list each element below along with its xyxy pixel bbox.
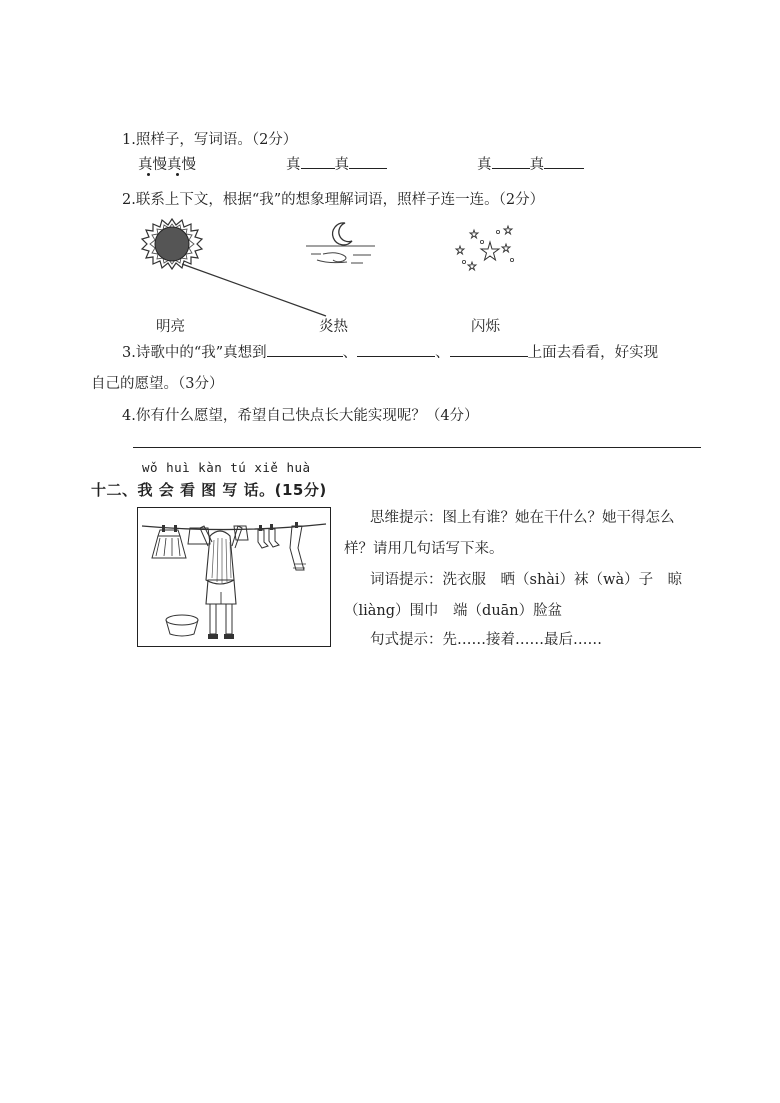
section12-pinyin: wǒ huì kàn tú xiě huà (142, 460, 311, 475)
hint-words-line1: 词语提示：洗衣服 晒（shài）袜（wà）子 晾 (370, 572, 683, 588)
q2-word-bright: 明亮 (156, 319, 185, 335)
q1-item1-char-b: 真 (334, 157, 349, 173)
hint-words-line2: （liàng）围巾 端（duān）脸盆 (344, 603, 563, 619)
q4-answer-line[interactable] (133, 447, 701, 448)
answer-blank[interactable] (357, 342, 435, 357)
section12-title: 十二、我 会 看 图 写 话。(15分) (91, 481, 327, 499)
q2-word-twinkle: 闪烁 (471, 319, 500, 335)
laundry-picture (137, 507, 331, 647)
q3-separator: 、 (342, 345, 358, 361)
stars-icon (452, 222, 516, 272)
q1-item2-char-b: 真 (529, 157, 544, 173)
q3-text-start: 3.诗歌中的“我”真想到 (122, 345, 267, 361)
q1-prompt: 1.照样子，写词语。（2分） (122, 132, 298, 148)
answer-blank[interactable] (544, 154, 584, 169)
q3-text-end: 上面去看看，好实现 (527, 345, 659, 361)
answer-blank[interactable] (267, 342, 343, 357)
emphasis-dot (147, 173, 150, 176)
hint-sentence-pattern: 句式提示：先……接着……最后…… (370, 632, 602, 648)
q2-prompt: 2.联系上下文，根据“我”的想象理解词语，照样子连一连。（2分） (122, 192, 545, 208)
emphasis-dot (176, 173, 179, 176)
answer-blank[interactable] (349, 154, 387, 169)
q2-word-hot: 炎热 (319, 319, 348, 335)
q1-example: 真慢真慢 (138, 157, 196, 173)
q3-separator: 、 (435, 345, 450, 361)
answer-blank[interactable] (301, 154, 335, 169)
q3-line2: 自己的愿望。（3分） (91, 376, 224, 392)
example-connection-line (180, 262, 330, 320)
hint-thinking-line1: 思维提示：图上有谁？她在干什么？她干得怎么 (370, 510, 675, 526)
q1-item1-char-a: 真 (286, 157, 301, 173)
hint-thinking-line2: 样？请用几句话写下来。 (344, 541, 504, 557)
answer-blank[interactable] (450, 342, 528, 357)
q3-line1 (122, 341, 658, 362)
answer-blank[interactable] (492, 154, 530, 169)
q4-prompt: 4.你有什么愿望，希望自己快点长大能实现呢？（4分） (122, 408, 479, 424)
q1-item2-char-a: 真 (477, 157, 492, 173)
girl-hanging-laundry-illustration (138, 508, 329, 645)
q1-item2 (477, 153, 584, 174)
q1-item1 (286, 153, 387, 174)
